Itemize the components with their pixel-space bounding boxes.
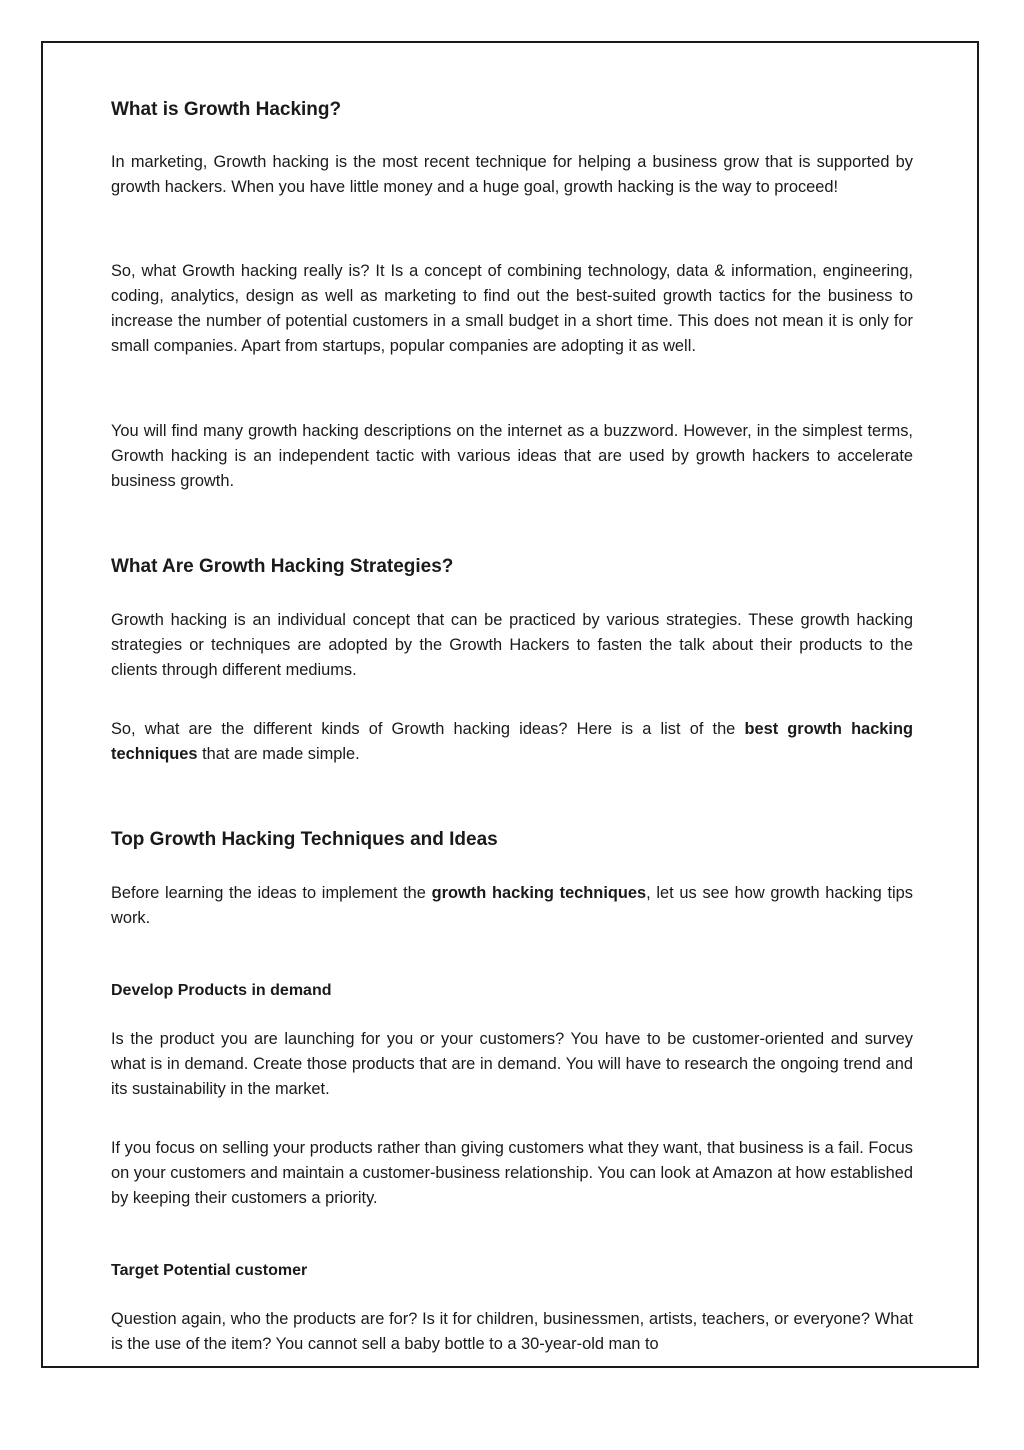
subheading-develop-products: Develop Products in demand	[111, 982, 332, 999]
text-run: Before learning the ideas to implement the	[111, 884, 432, 902]
paragraph: Is the product you are launching for you or your customers? You have to be customer-oriented and survey what is in demand. Create those products that are in demand. You will have to research the ongoing trend and its sustainability in the market.	[111, 1030, 913, 1098]
bold-phrase: growth hacking techniques	[431, 884, 647, 902]
paragraph: So, what Growth hacking really is? It Is a concept of combining technology, data & information, engineering, coding, analytics, design as well as marketing to find out the best-suited growth tactics for the business to increase the number of potential customers in a small budget in a short time. This does not mean it is only for small companies. Apart from startups, popular companies are adopting it as well.	[111, 262, 913, 355]
paragraph-with-bold	[111, 881, 913, 931]
text-run: , let us see how growth hacking tips work.	[111, 884, 913, 927]
paragraph: In marketing, Growth hacking is the most recent technique for helping a business grow that is supported by growth hackers. When you have little money and a huge goal, growth hacking is the way to proceed!	[111, 153, 913, 196]
subheading-target-customer: Target Potential customer	[111, 1262, 308, 1279]
paragraph: Question again, who the products are for? Is it for children, businessmen, artists, teachers, or everyone? What is the use of the item? You cannot sell a baby bottle to a 30-year-old man to	[111, 1310, 913, 1353]
paragraph-with-bold	[111, 717, 913, 767]
text-run: that are made simple.	[197, 745, 360, 763]
heading-top-techniques: Top Growth Hacking Techniques and Ideas	[111, 829, 498, 850]
text-run: So, what are the different kinds of Growth hacking ideas? Here is a list of the	[111, 720, 745, 738]
document-page	[41, 41, 979, 1368]
bold-phrase: best growth hacking techniques	[111, 720, 914, 763]
heading-growth-hacking-strategies: What Are Growth Hacking Strategies?	[111, 556, 454, 577]
paragraph: If you focus on selling your products rather than giving customers what they want, that business is a fail. Focus on your customers and maintain a customer-business relationship. You can look at Amazon at how established by keeping their customers a priority.	[111, 1139, 913, 1207]
paragraph: Growth hacking is an individual concept that can be practiced by various strategies. These growth hacking strategies or techniques are adopted by the Growth Hackers to fasten the talk about their products to the clients through different mediums.	[111, 611, 913, 679]
paragraph: You will find many growth hacking descriptions on the internet as a buzzword. However, in the simplest terms, Growth hacking is an independent tactic with various ideas that are used by growth hackers to accelerate business growth.	[111, 422, 913, 490]
heading-what-is-growth-hacking: What is Growth Hacking?	[111, 99, 342, 120]
